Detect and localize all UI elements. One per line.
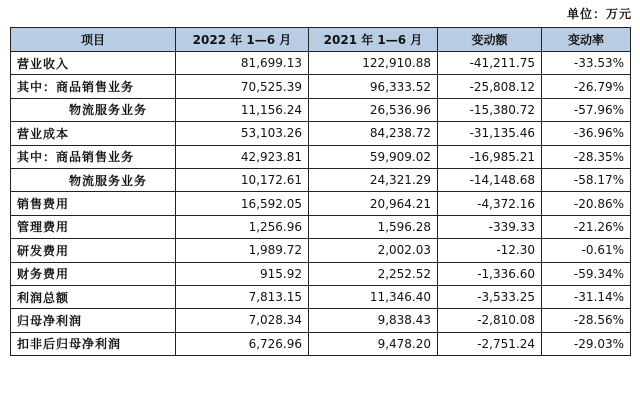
row-value-2022: 11,156.24 — [176, 98, 309, 121]
table-row — [11, 75, 631, 98]
row-change: -4,372.16 — [438, 192, 542, 215]
row-change: -15,380.72 — [438, 98, 542, 121]
row-change: -2,751.24 — [438, 332, 542, 355]
row-item-label: 利润总额 — [11, 285, 176, 308]
row-item-label: 扣非后归母净利润 — [11, 332, 176, 355]
row-item-label: 营业收入 — [11, 52, 176, 75]
row-change: -3,533.25 — [438, 285, 542, 308]
row-value-2021: 9,478.20 — [309, 332, 438, 355]
row-value-2022: 7,028.34 — [176, 309, 309, 332]
row-value-2021: 9,838.43 — [309, 309, 438, 332]
row-rate: -33.53% — [542, 52, 631, 75]
row-value-2021: 20,964.21 — [309, 192, 438, 215]
row-item-label: 财务费用 — [11, 262, 176, 285]
row-value-2022: 7,813.15 — [176, 285, 309, 308]
row-item-label: 研发费用 — [11, 239, 176, 262]
row-change: -16,985.21 — [438, 145, 542, 168]
row-value-2022: 1,256.96 — [176, 215, 309, 238]
row-value-2021: 59,909.02 — [309, 145, 438, 168]
row-item-label: 管理费用 — [11, 215, 176, 238]
row-rate: -57.96% — [542, 98, 631, 121]
table-row — [11, 168, 631, 191]
table-row — [11, 239, 631, 262]
header-rate: 变动率 — [542, 28, 631, 52]
row-value-2021: 24,321.29 — [309, 168, 438, 191]
row-change: -41,211.75 — [438, 52, 542, 75]
row-rate: -58.17% — [542, 168, 631, 191]
row-item-label: 其中：商品销售业务 — [11, 145, 176, 168]
row-value-2021: 11,346.40 — [309, 285, 438, 308]
row-change: -339.33 — [438, 215, 542, 238]
table-row — [11, 98, 631, 121]
table-row — [11, 285, 631, 308]
row-item-label: 销售费用 — [11, 192, 176, 215]
table-body — [11, 52, 631, 356]
row-value-2021: 2,252.52 — [309, 262, 438, 285]
row-value-2021: 26,536.96 — [309, 98, 438, 121]
row-rate: -29.03% — [542, 332, 631, 355]
header-row — [11, 28, 631, 52]
table-row — [11, 192, 631, 215]
row-change: -31,135.46 — [438, 122, 542, 145]
row-value-2021: 96,333.52 — [309, 75, 438, 98]
row-rate: -28.35% — [542, 145, 631, 168]
row-rate: -36.96% — [542, 122, 631, 145]
table-row — [11, 262, 631, 285]
row-value-2021: 2,002.03 — [309, 239, 438, 262]
header-item: 项目 — [11, 28, 176, 52]
unit-label: 单位：万元 — [566, 7, 632, 21]
table-row — [11, 309, 631, 332]
row-rate: -31.14% — [542, 285, 631, 308]
table-row — [11, 122, 631, 145]
row-value-2022: 70,525.39 — [176, 75, 309, 98]
row-rate: -59.34% — [542, 262, 631, 285]
row-value-2022: 16,592.05 — [176, 192, 309, 215]
header-2022: 2022 年 1—6 月 — [176, 28, 309, 52]
table-row — [11, 332, 631, 355]
row-rate: -26.79% — [542, 75, 631, 98]
row-value-2021: 122,910.88 — [309, 52, 438, 75]
row-item-label: 物流服务业务 — [11, 98, 176, 121]
row-value-2021: 84,238.72 — [309, 122, 438, 145]
row-change: -2,810.08 — [438, 309, 542, 332]
row-item-label: 物流服务业务 — [11, 168, 176, 191]
row-value-2022: 1,989.72 — [176, 239, 309, 262]
row-value-2022: 915.92 — [176, 262, 309, 285]
row-rate: -20.86% — [542, 192, 631, 215]
table-row — [11, 215, 631, 238]
row-change: -14,148.68 — [438, 168, 542, 191]
row-value-2022: 10,172.61 — [176, 168, 309, 191]
row-value-2022: 53,103.26 — [176, 122, 309, 145]
row-rate: -21.26% — [542, 215, 631, 238]
row-rate: -28.56% — [542, 309, 631, 332]
table-row — [11, 52, 631, 75]
row-item-label: 归母净利润 — [11, 309, 176, 332]
row-change: -12.30 — [438, 239, 542, 262]
table-row — [11, 145, 631, 168]
row-value-2022: 81,699.13 — [176, 52, 309, 75]
row-value-2022: 6,726.96 — [176, 332, 309, 355]
row-item-label: 其中：商品销售业务 — [11, 75, 176, 98]
row-value-2021: 1,596.28 — [309, 215, 438, 238]
financial-table — [10, 27, 631, 356]
row-value-2022: 42,923.81 — [176, 145, 309, 168]
header-2021: 2021 年 1—6 月 — [309, 28, 438, 52]
table-header — [11, 28, 631, 52]
row-rate: -0.61% — [542, 239, 631, 262]
row-change: -25,808.12 — [438, 75, 542, 98]
header-change: 变动额 — [438, 28, 542, 52]
row-item-label: 营业成本 — [11, 122, 176, 145]
row-change: -1,336.60 — [438, 262, 542, 285]
